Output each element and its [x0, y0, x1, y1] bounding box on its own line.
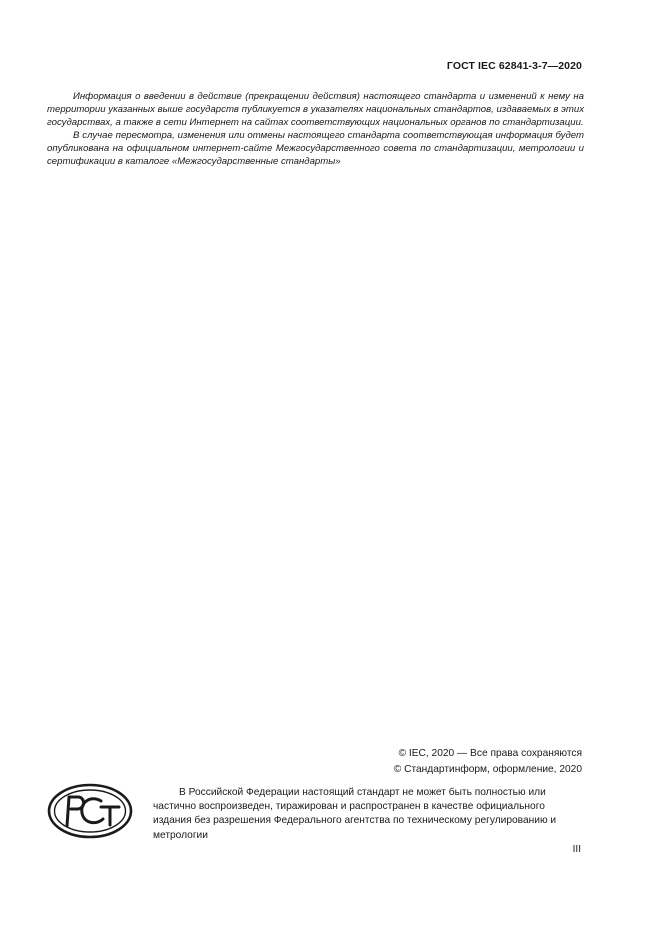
copyright-standartinform-line: © Стандартинформ, оформление, 2020	[393, 763, 582, 775]
rights-notice-text: В Российской Федерации настоящий стандарт не может быть полностью или частично воспроизведен, тиражирован и распространен в качестве официального издания без разрешения Федерального агентства по техническому регулированию и метрологии	[153, 787, 557, 841]
copyright-iec-line: © IEC, 2020 — Все права сохраняются	[398, 748, 582, 759]
copyright-section	[394, 746, 582, 777]
intro-paragraph-1: Информация о введении в действие (прекращении действия) настоящего стандарта и изменений к нему на территории указанных выше государств публикуется в указателях национальных стандартов, издаваемых в этих государствах, а также в сети Интернет на сайтах соответствующих национальных органов по стандартизации.	[47, 91, 584, 129]
document-code-header: ГОСТ IEC 62841-3-7—2020	[446, 60, 582, 72]
intro-section	[47, 90, 584, 169]
rst-mark-icon	[47, 783, 133, 839]
page-number: III	[572, 844, 581, 855]
rights-notice	[153, 786, 585, 843]
intro-paragraph-2: В случае пересмотра, изменения или отмены настоящего стандарта соответствующая информация будет опубликована на официальном интернет-сайте Межгосударственного совета по стандартизации, метрологии и сертификации в каталоге «Межгосударственные стандарты»	[47, 130, 584, 168]
